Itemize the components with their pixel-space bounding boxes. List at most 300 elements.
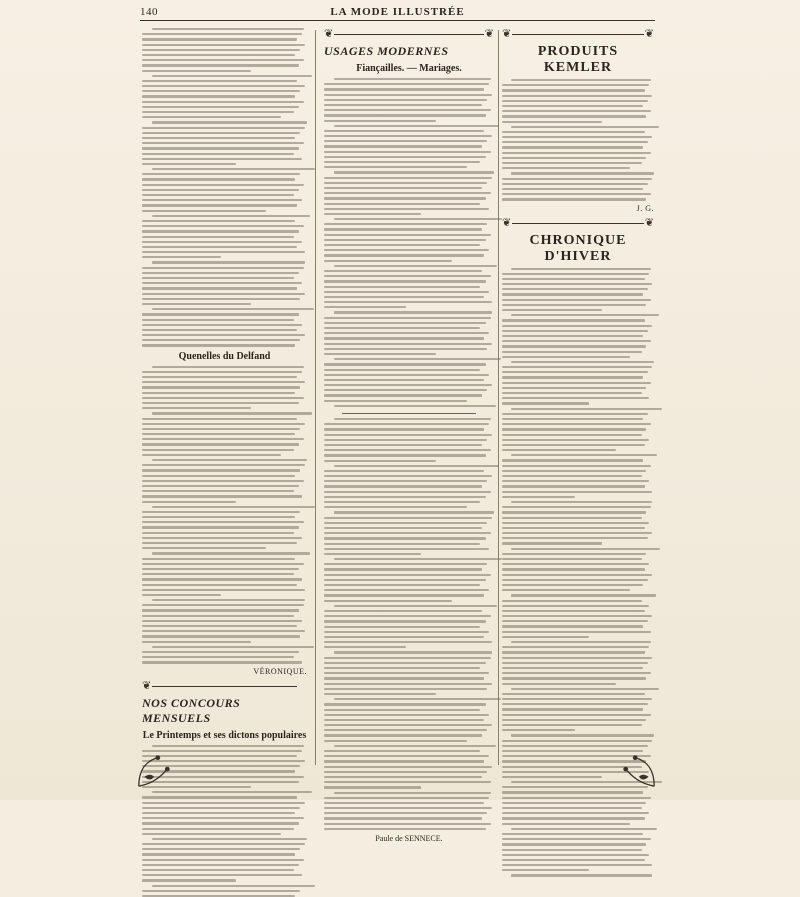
text-line: [142, 594, 221, 596]
text-line: [334, 605, 497, 607]
text-line: [324, 275, 491, 277]
text-line: [324, 249, 489, 251]
text-line: [142, 147, 299, 149]
text-line: [502, 610, 645, 612]
text-line: [502, 584, 643, 586]
text-line: [502, 579, 648, 581]
text-line: [324, 322, 486, 324]
text-line: [324, 223, 487, 225]
text-line: [142, 49, 300, 51]
kemler-title: PRODUITS KEMLER: [502, 44, 654, 76]
text-line: [502, 703, 648, 705]
text-line: [502, 522, 649, 524]
text-line: [324, 553, 421, 555]
text-line: [142, 329, 297, 331]
text-line: [142, 241, 302, 243]
text-line: [142, 178, 295, 180]
text-line: [502, 335, 643, 337]
text-line: [324, 683, 492, 685]
fleuron-icon: ❦: [324, 27, 333, 40]
text-line: [142, 568, 299, 570]
text-line: [502, 615, 652, 617]
text-line: [324, 812, 487, 814]
text-line: [142, 189, 299, 191]
text-line: [142, 220, 295, 222]
text-line: [142, 397, 304, 399]
text-line: [142, 282, 302, 284]
text-line: [334, 792, 490, 794]
text-line: [502, 330, 648, 332]
text-line: [324, 610, 482, 612]
text-line: [142, 106, 299, 108]
text-line: [142, 874, 302, 876]
text-line: [142, 407, 251, 409]
text-line: [142, 833, 281, 835]
text-line: [142, 485, 299, 487]
text-line: [152, 552, 310, 554]
text-line: [324, 228, 482, 230]
text-line: [142, 158, 302, 160]
text-line: [502, 304, 646, 306]
text-line: [502, 667, 643, 669]
text-line: [324, 709, 480, 711]
text-line: [324, 369, 480, 371]
text-line: [324, 337, 484, 339]
text-line: [142, 890, 300, 892]
text-line: [324, 244, 480, 246]
text-line: [324, 104, 482, 106]
text-line: [152, 459, 307, 461]
text-line: [142, 475, 295, 477]
text-line: [142, 381, 305, 383]
text-line: [502, 356, 630, 358]
text-line: [324, 677, 484, 679]
text-line: [502, 625, 643, 627]
text-line: [152, 838, 307, 840]
text-line: [142, 246, 297, 248]
text-line: [502, 491, 652, 493]
text-line: [502, 605, 649, 607]
text-line: [142, 516, 295, 518]
text-line: [142, 194, 294, 196]
text-line: [324, 120, 436, 122]
fleuron-icon: ❦: [502, 216, 511, 229]
text-line: [324, 807, 492, 809]
text-line: [152, 366, 304, 368]
text-line: [324, 480, 487, 482]
text-line: [142, 812, 295, 814]
text-line: [142, 256, 221, 258]
text-line: [324, 755, 489, 757]
text-line: [142, 54, 295, 56]
text-line: [324, 234, 491, 236]
text-line: [502, 299, 651, 301]
text-line: [324, 662, 486, 664]
ornament-divider: [142, 682, 307, 692]
text-line: [142, 230, 299, 232]
text-line: [324, 423, 489, 425]
text-line: [324, 797, 489, 799]
text-line: [324, 543, 480, 545]
text-line: [502, 397, 649, 399]
text-line: [502, 677, 646, 679]
text-line: [142, 236, 294, 238]
signature-author: VÉRONIQUE.: [142, 667, 307, 676]
text-line: [142, 490, 294, 492]
text-line: [324, 475, 492, 477]
text-line: [324, 589, 489, 591]
text-line: [324, 631, 489, 633]
text-line: [502, 428, 646, 430]
text-line: [142, 287, 297, 289]
text-line: [324, 332, 489, 334]
text-line: [142, 210, 266, 212]
text-line: [502, 325, 652, 327]
text-line: [324, 574, 491, 576]
column-separator-2: [498, 30, 499, 765]
text-line: [324, 786, 421, 788]
text-line: [324, 802, 484, 804]
usages-subheading: Fiançailles. — Mariages.: [324, 63, 494, 74]
text-line: [324, 389, 487, 391]
text-line: [324, 563, 487, 565]
text-line: [142, 573, 294, 575]
text-line: [502, 807, 642, 809]
text-line: [334, 698, 501, 700]
text-line: [324, 527, 482, 529]
text-line: [502, 563, 649, 565]
text-line: [502, 382, 651, 384]
text-block-usages-2: [324, 418, 494, 830]
text-line: [324, 166, 467, 168]
page-number: 140: [140, 6, 158, 18]
text-line: [142, 558, 295, 560]
fleuron-icon: ❦: [502, 27, 511, 40]
text-line: [502, 387, 646, 389]
text-line: [142, 526, 299, 528]
text-line: [502, 568, 645, 570]
text-line: [142, 64, 299, 66]
text-block-usages-1: [324, 78, 494, 407]
text-line: [142, 547, 266, 549]
text-line: [511, 828, 657, 830]
text-line: [502, 470, 646, 472]
text-line: [324, 584, 480, 586]
text-line: [324, 286, 480, 288]
text-line: [142, 163, 236, 165]
text-line: [142, 70, 251, 72]
text-line: [502, 288, 648, 290]
text-line: [324, 641, 492, 643]
text-line: [324, 296, 484, 298]
text-line: [142, 630, 305, 632]
text-line: [324, 434, 492, 436]
text-line: [324, 379, 484, 381]
text-line: [502, 511, 646, 513]
text-line: [142, 537, 302, 539]
text-line: [142, 828, 294, 830]
text-line: [324, 740, 467, 742]
text-line: [142, 615, 294, 617]
text-line: [142, 807, 300, 809]
text-line: [142, 501, 236, 503]
text-line: [502, 423, 651, 425]
text-block-kemler: [502, 79, 654, 201]
text-line: [502, 517, 642, 519]
text-line: [324, 636, 484, 638]
text-line: [324, 83, 489, 85]
text-line: [142, 480, 304, 482]
signature-kemler: J. G.: [502, 204, 654, 213]
text-line: [324, 239, 486, 241]
text-line: [142, 843, 305, 845]
text-line: [324, 454, 486, 456]
text-line: [502, 459, 643, 461]
text-line: [502, 198, 646, 200]
text-line: [502, 864, 652, 866]
text-line: [502, 646, 649, 648]
text-line: [152, 599, 305, 601]
text-line: [142, 511, 300, 513]
text-line: [152, 745, 304, 747]
text-line: [324, 444, 482, 446]
text-line: [142, 344, 295, 346]
text-line: [324, 579, 486, 581]
text-line: [324, 672, 489, 674]
text-line: [502, 745, 648, 747]
text-line: [502, 532, 652, 534]
text-line: [152, 215, 310, 217]
text-line: [142, 864, 299, 866]
text-line: [152, 28, 304, 30]
text-line: [502, 141, 648, 143]
text-line: [511, 594, 655, 596]
text-line: [142, 869, 294, 871]
text-line: [511, 548, 660, 550]
text-line: [502, 340, 651, 342]
text-line: [324, 145, 482, 147]
text-line: [142, 153, 294, 155]
text-line: [334, 511, 494, 513]
text-line: [502, 157, 646, 159]
text-line: [152, 168, 315, 170]
text-line: [511, 408, 661, 410]
text-line: [502, 465, 651, 467]
text-line: [324, 384, 492, 386]
text-line: [142, 848, 300, 850]
text-line: [324, 192, 491, 194]
text-line: [324, 203, 480, 205]
text-line: [142, 635, 300, 637]
text-line: [502, 698, 652, 700]
text-line: [502, 631, 651, 633]
text-line: [502, 849, 642, 851]
text-line: [502, 193, 651, 195]
text-line: [502, 843, 646, 845]
text-line: [142, 656, 294, 658]
text-line: [324, 491, 491, 493]
text-line: [142, 85, 305, 87]
column-right: [502, 28, 654, 768]
fleuron-icon: ❦: [485, 27, 494, 40]
text-line: [511, 734, 654, 736]
contest-subheading: Le Printemps et ses dictons populaires: [142, 730, 307, 741]
text-line: [502, 95, 652, 97]
text-line: [502, 558, 642, 560]
text-line: [142, 59, 304, 61]
text-line: [324, 703, 486, 705]
text-line: [142, 95, 295, 97]
text-line: [502, 115, 646, 117]
text-line: [502, 146, 643, 148]
text-line: [142, 822, 299, 824]
text-line: [502, 84, 649, 86]
text-line: [324, 317, 491, 319]
text-line: [324, 156, 486, 158]
text-line: [142, 111, 294, 113]
text-line: [502, 506, 651, 508]
text-line: [502, 542, 602, 544]
text-line: [502, 553, 646, 555]
text-line: [324, 568, 482, 570]
text-line: [324, 254, 484, 256]
text-line: [324, 182, 487, 184]
text-line: [142, 267, 304, 269]
text-line: [142, 578, 302, 580]
contest-title: NOS CONCOURS MENSUELS: [142, 696, 307, 726]
text-line: [142, 433, 295, 435]
text-line: [152, 791, 312, 793]
text-line: [324, 343, 492, 345]
text-line: [502, 345, 646, 347]
text-line: [142, 132, 300, 134]
text-line: [324, 374, 489, 376]
text-line: [511, 126, 658, 128]
text-line: [502, 527, 645, 529]
text-line: [502, 683, 616, 685]
text-line: [142, 625, 297, 627]
ornament-divider: [502, 30, 654, 40]
text-line: [324, 460, 436, 462]
text-line: [142, 137, 295, 139]
text-line: [502, 724, 642, 726]
text-line: [142, 454, 281, 456]
text-line: [142, 817, 304, 819]
text-line: [152, 506, 315, 508]
text-line: [324, 260, 452, 262]
text-line: [142, 319, 294, 321]
text-line: [324, 615, 491, 617]
text-line: [334, 125, 499, 127]
text-line: [502, 402, 589, 404]
text-line: [324, 750, 480, 752]
text-line: [142, 542, 297, 544]
text-line: [152, 75, 312, 77]
text-line: [502, 537, 648, 539]
text-line: [142, 298, 300, 300]
text-line: [142, 796, 297, 798]
text-line: [324, 177, 492, 179]
text-line: [324, 771, 487, 773]
text-line: [502, 708, 643, 710]
text-line: [142, 142, 304, 144]
text-line: [142, 44, 305, 46]
text-line: [142, 199, 302, 201]
text-line: [152, 261, 305, 263]
text-line: [511, 79, 651, 81]
header-rule: [140, 20, 655, 21]
text-line: [502, 444, 645, 446]
text-line: [334, 405, 496, 407]
text-line: [334, 358, 501, 360]
text-line: [324, 620, 486, 622]
text-line: [324, 114, 486, 116]
text-line: [142, 879, 236, 881]
text-line: [324, 532, 491, 534]
text-line: [502, 273, 649, 275]
text-line: [324, 270, 482, 272]
text-line: [502, 651, 645, 653]
text-line: [142, 386, 300, 388]
text-line: [142, 127, 305, 129]
text-line: [324, 394, 482, 396]
text-line: [152, 308, 314, 310]
text-line: [502, 589, 630, 591]
text-line: [324, 470, 484, 472]
text-line: [334, 558, 502, 560]
text-line: [142, 184, 304, 186]
text-line: [502, 672, 651, 674]
ornament-divider: [324, 30, 494, 40]
recipe-title: Quenelles du Delfand: [142, 351, 307, 362]
text-line: [324, 667, 480, 669]
text-line: [142, 277, 294, 279]
text-line: [502, 854, 649, 856]
text-line: [334, 465, 499, 467]
text-line: [502, 309, 602, 311]
text-line: [502, 662, 648, 664]
text-line: [502, 278, 645, 280]
text-line: [502, 319, 645, 321]
text-line: [142, 641, 251, 643]
text-line: [324, 88, 484, 90]
text-line: [334, 265, 497, 267]
text-line: [502, 162, 642, 164]
text-line: [142, 324, 302, 326]
text-line: [502, 636, 589, 638]
text-line: [142, 204, 297, 206]
text-line: [502, 812, 649, 814]
text-line: [511, 641, 651, 643]
text-line: [324, 828, 486, 830]
text-line: [324, 522, 487, 524]
text-line: [502, 89, 645, 91]
text-line: [502, 376, 643, 378]
text-line: [502, 105, 643, 107]
text-line: [142, 418, 297, 420]
text-line: [502, 449, 616, 451]
fleuron-icon: ❦: [645, 27, 654, 40]
column-separator-1: [315, 30, 316, 765]
text-line: [142, 402, 299, 404]
text-line: [142, 392, 295, 394]
text-line: [142, 859, 304, 861]
text-line: [324, 99, 487, 101]
text-line: [142, 313, 299, 315]
text-line: [324, 485, 482, 487]
text-line: [142, 293, 305, 295]
text-line: [502, 729, 575, 731]
